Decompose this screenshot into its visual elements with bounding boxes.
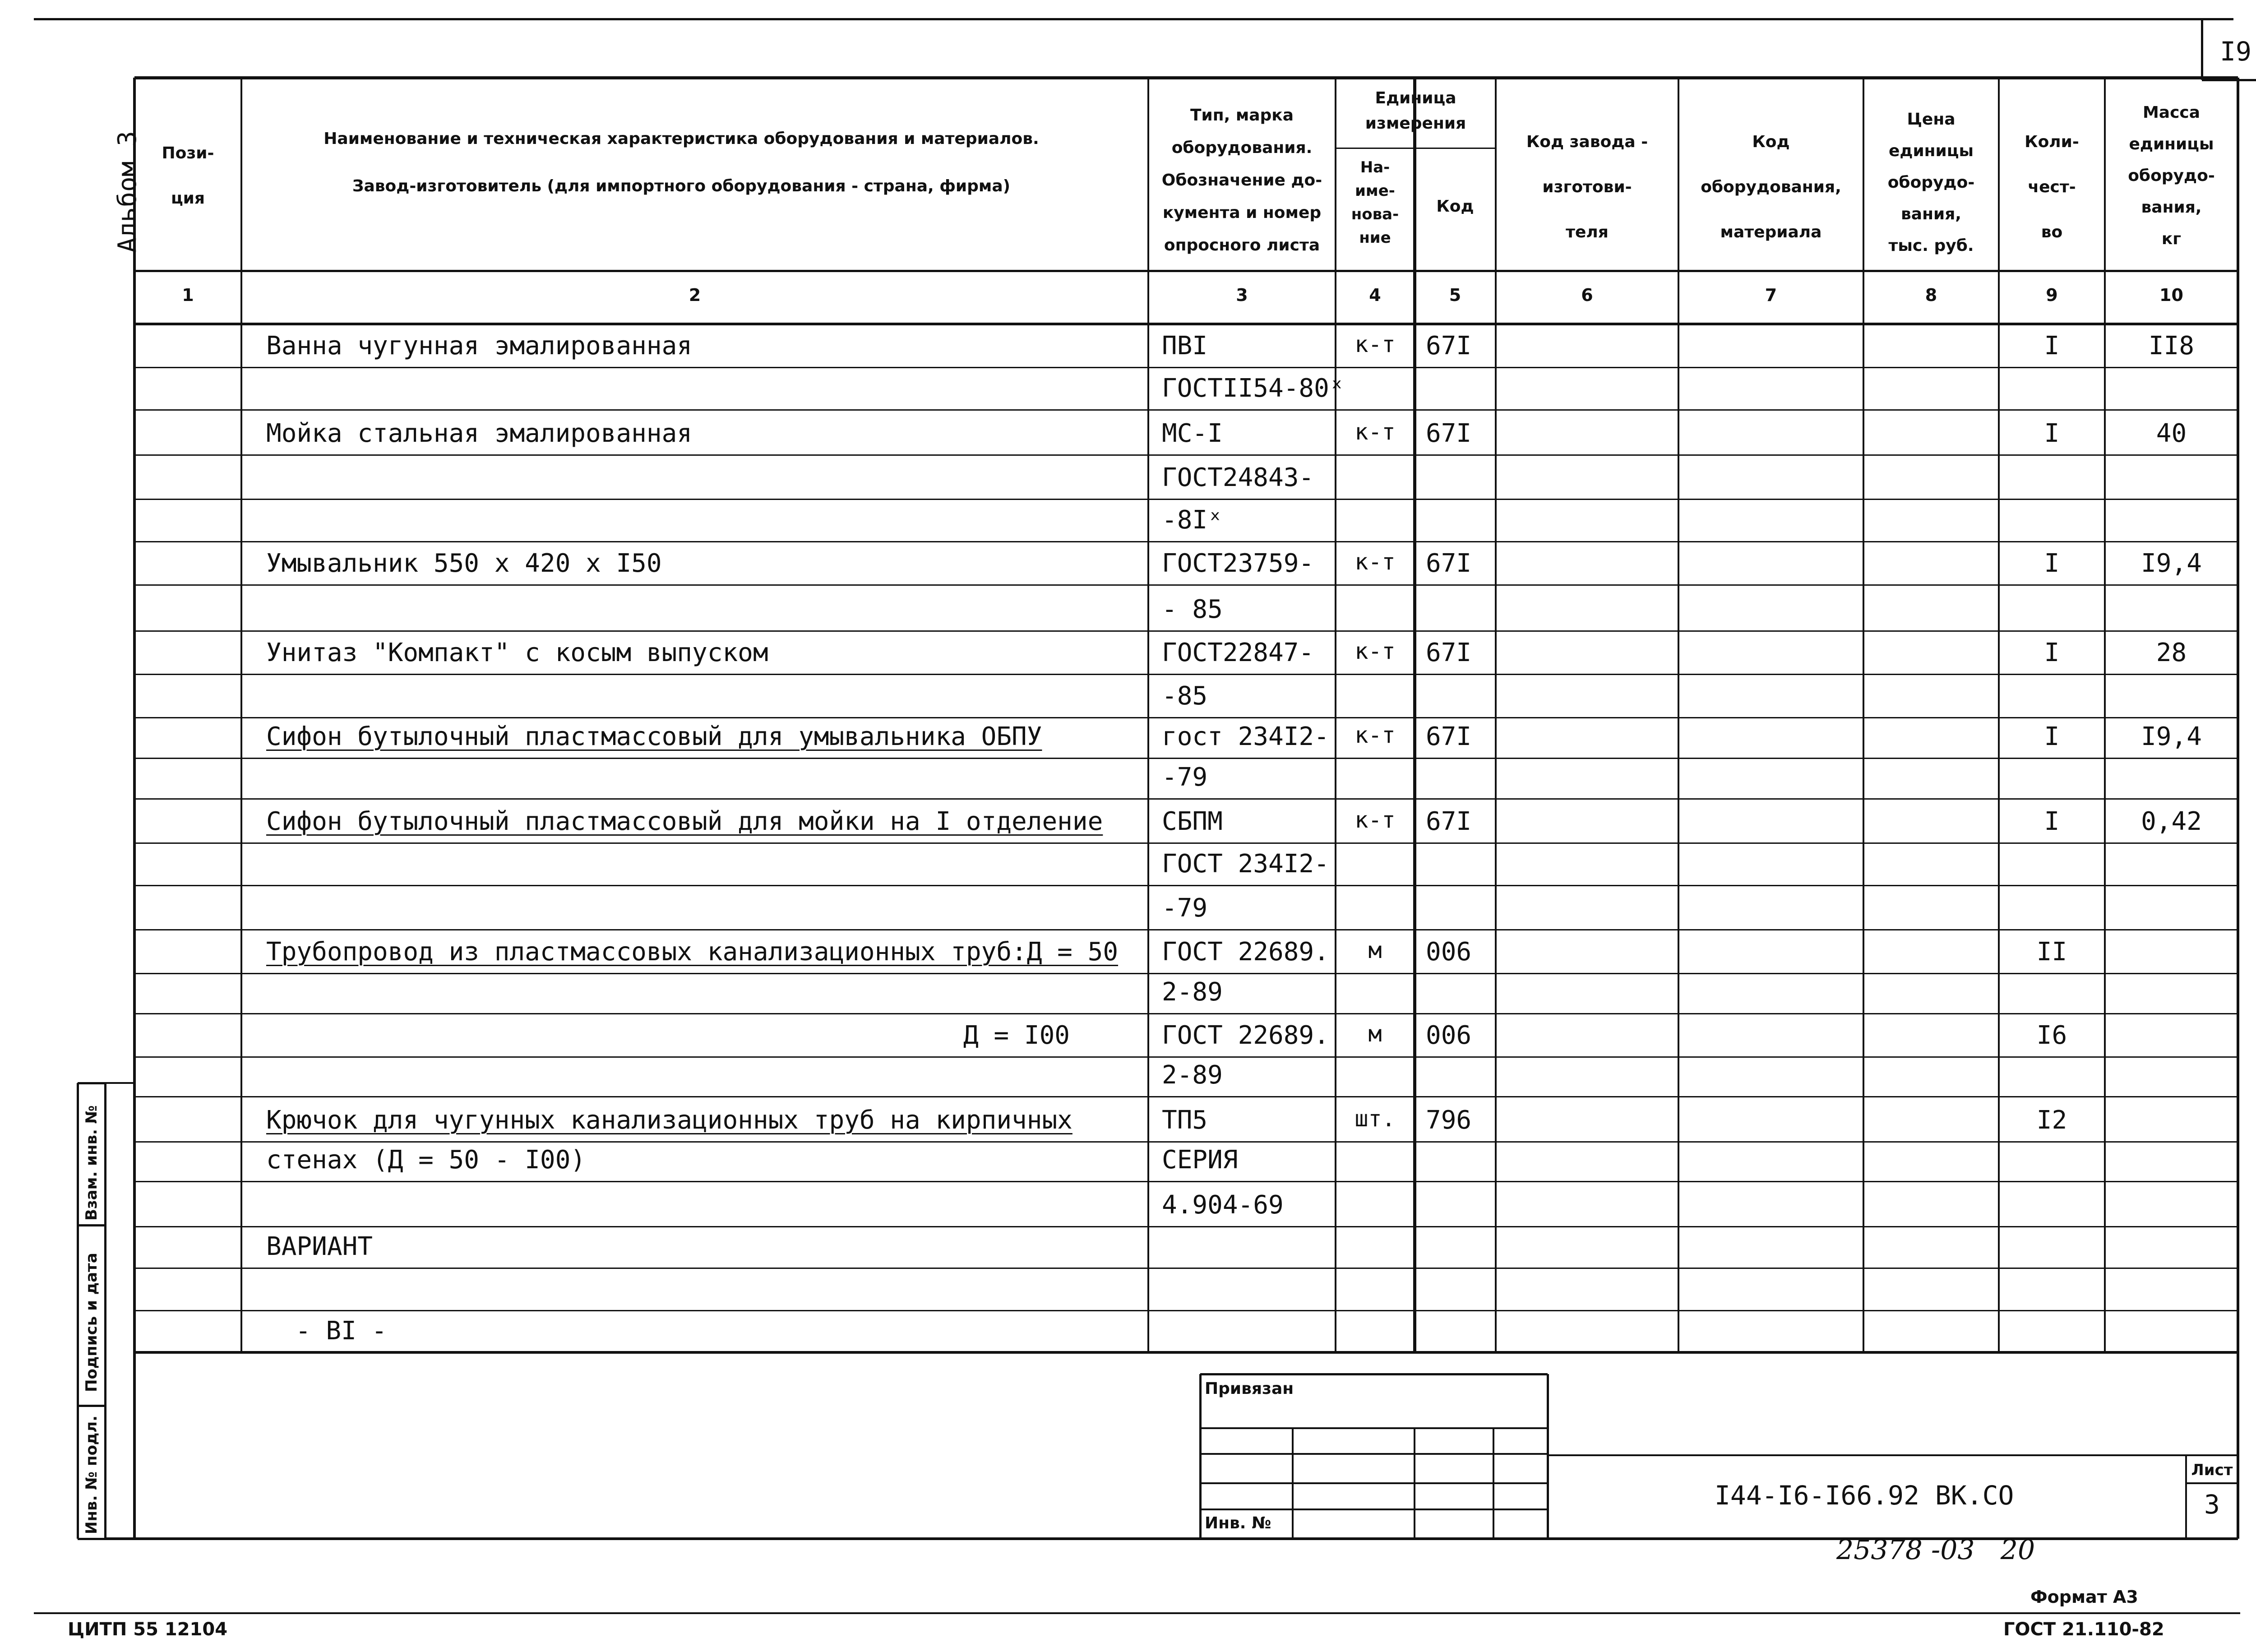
header-position-line: ция [171,189,205,208]
row-type: ПВI [1162,331,1208,361]
header-price-line: единицы [1888,142,1974,160]
header-price-line: тыс. руб. [1888,236,1974,255]
row-unit: к-т [1355,331,1396,357]
column-number: 5 [1449,285,1461,305]
row-mass: 40 [2156,419,2187,448]
row-divider [134,454,2238,456]
row-code: 67I [1426,549,1472,578]
stamp-right [1547,1374,1549,1539]
row-quantity: I [2044,419,2060,448]
sheet-number: I9 [2220,36,2251,67]
column-divider [1863,78,1864,1352]
side-strip-divider [78,1224,105,1226]
header-price-line: вания, [1901,205,1961,223]
row-name: Д = I00 [963,1021,1070,1050]
header-type-line: опросного листа [1164,236,1320,255]
row-unit: к-т [1355,549,1396,575]
row-divider [134,973,2238,974]
row-type: ГОСТ24843- [1162,463,1314,492]
numbers-bottom-border [134,323,2238,325]
column-divider [1495,78,1497,1352]
header-unit-name [1336,156,1415,250]
column-number: 8 [1925,285,1937,305]
album-label: Альбом 3 [113,131,142,253]
list-value: 3 [2204,1489,2220,1520]
top-border [34,18,2233,20]
header-mass-line: вания, [2141,198,2202,217]
header-quantity-line: во [2041,223,2063,241]
header-quantity-line: Коли- [2025,133,2079,151]
header-plant-code [1496,120,1678,255]
column-number: 7 [1765,285,1777,305]
header-type-line: Обозначение до- [1161,171,1322,190]
row-code: 67I [1426,807,1472,836]
side-label: Подпись и дата [83,1253,101,1392]
header-unit-group-line: Единица [1375,89,1456,107]
column-divider [133,78,136,1352]
row-quantity: I6 [2036,1021,2067,1050]
row-type: -79 [1162,763,1208,792]
header-unit-group-line: измерения [1365,114,1466,133]
row-unit: м [1368,1021,1382,1047]
row-type: СБПМ [1162,807,1223,836]
row-name: Сифон бутылочный пластмассовый для мойки на I отделение [266,807,1103,836]
row-divider [134,1013,2238,1014]
column-number: 2 [689,285,701,305]
row-quantity: I [2044,638,2060,667]
header-quantity [1999,120,2105,255]
footer-gost: ГОСТ 21.110-82 [2003,1619,2164,1640]
row-type: ГОСТII54-80ˣ [1162,374,1345,403]
row-name: ВАРИАНТ [266,1232,373,1261]
row-divider [134,499,2238,500]
row-divider [134,929,2238,930]
table-bottom-border [134,1351,2238,1354]
document-code: I44-I6-I66.92 ВК.СО [1715,1480,2014,1511]
stamp-top [1200,1373,1548,1375]
column-number: 6 [1581,285,1593,305]
header-unit-name-line: нова- [1351,205,1399,223]
row-type: ГОСТ22847- [1162,638,1314,667]
row-divider [134,630,2238,632]
side-strip-tick [105,1082,134,1084]
row-type: гост 234I2- [1162,722,1329,751]
row-quantity: I [2044,807,2060,836]
row-type: -85 [1162,681,1208,711]
header-name-line2: Завод-изготовитель (для импортного оборудования - страна, фирма) [352,177,1011,195]
row-code: 006 [1426,1021,1472,1050]
row-code: 67I [1426,419,1472,448]
row-name: - BI - [296,1316,387,1346]
column-number: 1 [182,285,194,305]
header-equipment-code-line: Код [1752,133,1790,151]
row-name: Мойка стальная эмалированная [266,419,693,448]
row-name: Трубопровод из пластмассовых канализационных труб:Д = 50 [266,937,1119,967]
side-label: Инв. № подл. [83,1415,101,1534]
row-quantity: I [2044,722,2060,751]
header-plant-code-line: теля [1566,223,1609,241]
header-type-line: Тип, марка [1190,106,1294,125]
row-divider [134,409,2238,411]
column-divider [1335,78,1336,1352]
header-price-line: оборудо- [1887,173,1975,192]
header-mass [2105,97,2238,255]
row-code: 67I [1426,722,1472,751]
side-label: Взам. инв. № [83,1105,101,1221]
side-strip-left [77,1083,79,1539]
row-type: ГОСТ 22689. [1162,1021,1329,1050]
row-mass: I9,4 [2141,549,2202,578]
row-name: Умывальник 550 x 420 x I50 [266,549,662,578]
header-equipment-code-line: оборудования, [1701,178,1841,196]
row-name: Ванна чугунная эмалированная [266,331,693,361]
row-divider [134,1226,2238,1227]
row-type: - 85 [1162,595,1223,624]
column-divider [1998,78,2000,1352]
row-unit: шт. [1355,1106,1396,1132]
row-mass: II8 [2148,331,2195,361]
row-mass: 28 [2156,638,2187,667]
row-divider [134,885,2238,886]
header-plant-code-line: Код завода - [1526,133,1648,151]
header-equipment-code [1678,120,1863,255]
header-unit-name-line: На- [1360,158,1390,176]
row-unit: к-т [1355,419,1396,445]
row-divider [134,798,2238,800]
stamp-left [1199,1374,1202,1539]
row-code: 796 [1426,1106,1472,1135]
column-divider [240,78,242,1352]
side-strip-right [104,1083,106,1539]
header-unit-code: Код [1436,197,1474,216]
header-mass-line: оборудо- [2128,167,2215,185]
header-position-line: Пози- [162,144,214,162]
row-type: ГОСТ23759- [1162,549,1314,578]
header-unit-name-line: име- [1355,182,1395,200]
row-unit: к-т [1355,807,1396,833]
row-divider [134,842,2238,844]
stamp-row [1200,1509,1548,1510]
row-quantity: II [2036,937,2067,967]
header-equipment-code-line: материала [1720,223,1822,241]
row-code: 67I [1426,638,1472,667]
stamp-col [1493,1428,1494,1539]
table-top-border [134,76,2238,79]
handwritten-number: 25378 -03 20 [1836,1534,2035,1566]
row-divider [134,1268,2238,1269]
column-divider [1147,78,1149,1352]
title-block-line [1548,1454,2238,1456]
row-unit: м [1368,937,1382,963]
stamp-col [1414,1428,1415,1539]
stamp-row [1200,1482,1548,1484]
footer-rule [34,1612,2240,1614]
row-divider [134,758,2238,759]
column-divider [2237,78,2239,1352]
row-divider [134,717,2238,718]
header-plant-code-line: изготови- [1542,178,1632,196]
column-number: 10 [2159,285,2183,305]
row-type: -79 [1162,893,1208,923]
header-mass-line: Масса [2142,103,2201,122]
row-divider [134,1181,2238,1182]
header-name-line1: Наименование и техническая характеристика оборудования и материалов. [324,130,1039,148]
row-divider [134,584,2238,586]
stamp-row [1200,1427,1548,1429]
column-number: 9 [2046,285,2058,305]
column-divider [1678,78,1679,1352]
row-name: Унитаз "Компакт" с косым выпуском [266,638,768,667]
side-strip-bottom [78,1538,105,1540]
row-code: 006 [1426,937,1472,967]
header-price-line: Цена [1907,110,1956,129]
header-unit-group [1336,86,1496,136]
header-unit-name-line: ние [1359,229,1391,247]
row-name: стенах (Д = 50 - I00) [266,1145,586,1175]
header-type-line: оборудования. [1171,139,1313,157]
row-type: 2-89 [1162,1060,1223,1090]
row-divider [134,1141,2238,1143]
header-type [1148,99,1336,262]
frame-left [133,1352,136,1539]
header-mass-line: единицы [2129,135,2214,153]
stamp-col [1292,1428,1294,1539]
row-unit: к-т [1355,638,1396,664]
row-type: ТП5 [1162,1106,1208,1135]
header-quantity-line: чест- [2028,178,2076,196]
column-number: 3 [1236,285,1248,305]
row-quantity: I2 [2036,1106,2067,1135]
row-code: 67I [1426,331,1472,361]
row-divider [134,674,2238,675]
list-label: Лист [2191,1461,2233,1479]
row-type: ГОСТ 234I2- [1162,849,1329,879]
header-position [134,131,241,221]
header-mass-line: кг [2161,230,2182,248]
side-strip-divider [78,1405,105,1407]
header-type-line: кумента и номер [1162,204,1322,222]
row-type: 4.904-69 [1162,1190,1284,1220]
row-mass: I9,4 [2141,722,2202,751]
stamp-privyazan: Привязан [1205,1379,1294,1398]
side-strip-top [78,1082,105,1084]
row-type: -8Iˣ [1162,505,1223,535]
row-name: Крючок для чугунных канализационных труб на кирпичных [266,1106,1073,1135]
footer-format: Формат А3 [2030,1587,2138,1607]
stamp-row [1200,1453,1548,1455]
column-divider [1413,78,1416,1352]
row-divider [134,367,2238,368]
column-number: 4 [1369,285,1381,305]
row-divider [134,1056,2238,1058]
header-bottom-border [134,270,2238,272]
row-mass: 0,42 [2141,807,2202,836]
header-price [1863,104,1999,262]
row-divider [134,1096,2238,1097]
column-divider [2104,78,2106,1352]
row-quantity: I [2044,331,2060,361]
row-type: СЕРИЯ [1162,1145,1238,1175]
footer-left: ЦИТП 55 12104 [68,1619,228,1640]
row-divider [134,541,2238,542]
list-box-divider [2186,1482,2238,1484]
stamp-inv-no: Инв. № [1205,1514,1271,1532]
row-type: МС-I [1162,419,1223,448]
row-divider [134,1310,2238,1311]
row-name: Сифон бутылочный пластмассовый для умывальника ОБПУ [266,722,1042,751]
row-type: ГОСТ 22689. [1162,937,1329,967]
row-quantity: I [2044,549,2060,578]
row-unit: к-т [1355,722,1396,748]
row-type: 2-89 [1162,977,1223,1007]
